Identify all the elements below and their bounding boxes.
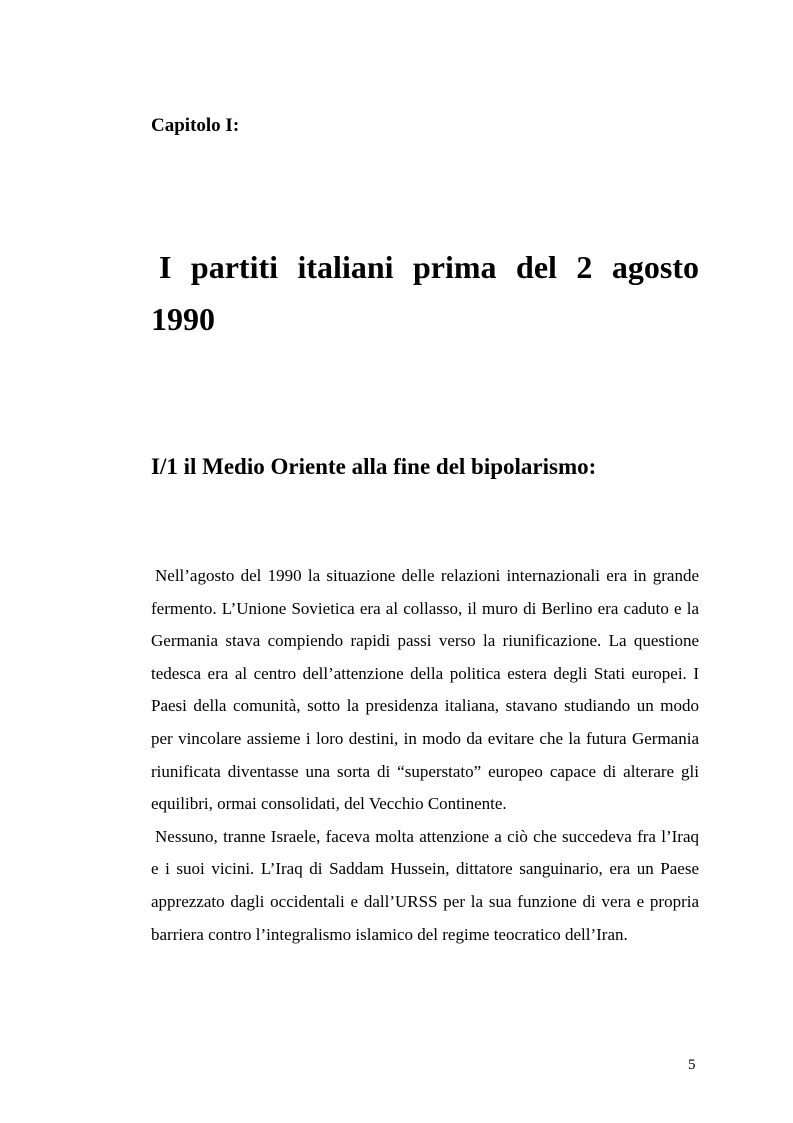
chapter-label: Capitolo I: [151,115,240,136]
paragraph-2: Nessuno, tranne Israele, faceva molta attenzione a ciò che succedeva fra l’Iraq e i suoi vicini. L’Iraq di Saddam Hussein, dittatore sanguinario, era un Paese apprezzato dagli occidentali e dall’URSS per la sua funzione di vera e propria barriera contro l’integralismo islamico del regime teocratico dell’Iran. [151,826,699,944]
section-title: I/1 il Medio Oriente alla fine del bipolarismo: [151,454,597,479]
page-number: 5 [688,1057,696,1073]
body-text [151,560,699,951]
chapter-title-line-1: I partiti italiani prima del 2 agosto [159,249,699,285]
chapter-title-line-2: 1990 [151,301,215,337]
paragraph-1: Nell’agosto del 1990 la situazione delle relazioni internazionali era in grande fermento. L’Unione Sovietica era al collasso, il muro di Berlino era caduto e la Germania stava compiendo rapidi passi verso la riunificazione. La questione tedesca era al centro dell’attenzione della politica estera degli Stati europei. I Paesi della comunità, sotto la presidenza italiana, stavano studiando un modo per vincolare assieme i loro destini, in modo da evitare che la futura Germania riunificata diventasse una sorta di “superstato” europeo capace di alterare gli equilibri, ormai consolidati, del Vecchio Continente. [151,566,699,814]
chapter-title [151,241,699,345]
